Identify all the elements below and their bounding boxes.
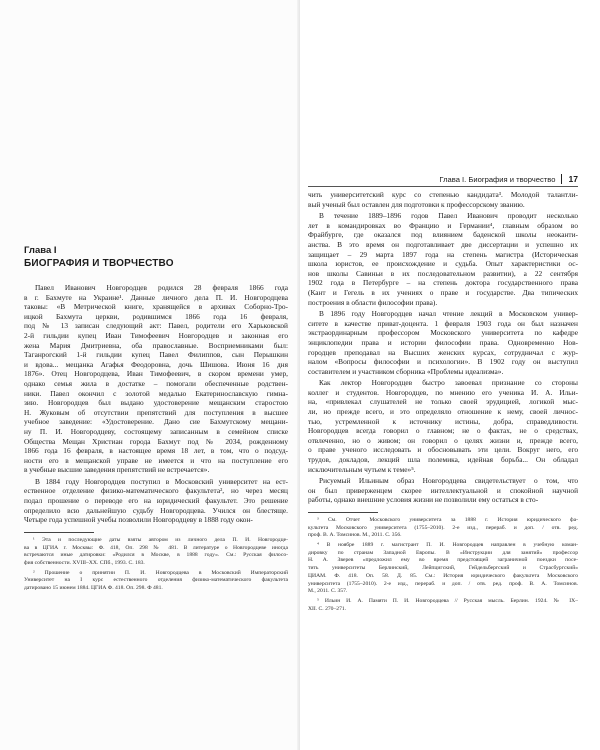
left-footnotes — [24, 537, 288, 593]
footnote-line: ⁴ В ноябре 1889 г. магистрант П. И. Новгородцев направлен в учебную коман- — [317, 542, 578, 549]
footnote-line: ² Прошение о принятии П. И. Новгородцева в Московский Императорский — [33, 569, 288, 576]
body-line: чить университетский курс со степенью кандидата³. Молодой талантли- — [308, 190, 578, 199]
body-line: работы, однако внешние условия жизни не позволили ему остаться в сто- — [308, 495, 539, 505]
body-line: энциклопедии права и истории философии права. Одновременно Нов- — [308, 337, 578, 347]
chapter-label: Глава I — [24, 245, 57, 256]
body-line: Таганрогский 1-й гильдии купец Павел Филиппов, сын Перышкин — [24, 350, 288, 360]
footnote-line: ⁵ Ильин И. А. Памяти П. И. Новгородцева // Русская мысль. Берлин. 1924. № IX– — [317, 597, 578, 604]
body-line: трудов, докладов, лекций шла полемика, идейная борьба... Он обладал — [308, 455, 578, 465]
right-text-column — [308, 190, 578, 613]
body-line: о праве ученого исследовать и обосновывать эти цели. Вокруг него, его — [308, 445, 578, 455]
running-head-rule — [308, 186, 578, 187]
body-line: ественное отделение физико-математического факультета², но через месяц — [24, 486, 288, 496]
body-line: тью, устремленной к источнику истины, добра, справедливости. — [308, 416, 578, 426]
body-line: таковы: «В Метрической книге, хранящейся в архивах Соборно-Тро- — [24, 302, 288, 312]
body-line: учебное заведение: «Удостоверение. Дано сие Бахмутскому мещани- — [24, 417, 288, 427]
body-line: ли, но прежде всего, и это определяло отношение к нему, своей личнос- — [308, 407, 578, 417]
left-text-column — [24, 283, 288, 593]
footnote-divider — [24, 532, 94, 533]
body-line: исключительным чутьем к теме»⁵. — [308, 464, 416, 474]
footnote-line: университета (1755–2010). 2-е изд., перераб. и доп. / отв. ред. проф. В. А. Томсинов. — [308, 580, 578, 587]
body-line: 1876». Отец Новгородцева, Иван Тимофеевич, в скором времени умер, — [24, 369, 288, 379]
footnote-line: XII. С. 270–271. — [308, 605, 347, 612]
footnote-line: ¹ Эта и последующие даты взяты автором из личного дела П. И. Новгородце- — [33, 536, 288, 543]
body-line: нов школы Савиньи в их последовательном развитии), а 22 сентября — [308, 268, 578, 278]
body-line: 1866 года 16 февраля, в настоящее время 18 лет, в том, что о подсуд- — [24, 446, 288, 456]
running-head-chapter: Глава I. Биография и творчество — [439, 174, 556, 184]
body-line: 2-й гильдии купец Иван Тимофеевич Новгородцев и законная его — [24, 330, 288, 340]
body-line: ники. Павел окончил с золотой медалью Екатеринославскую гимна- — [24, 388, 288, 398]
body-line: Четыре года успешной учебы позволили Новгородцеву в 1888 году окон- — [24, 515, 253, 525]
right-body-text — [308, 190, 578, 505]
body-line: вый ученый был оставлен для подготовки к профессорскому званию. — [308, 199, 525, 209]
footnote-line: Университет на I курс естественного отделения физико-математического факультета — [24, 577, 288, 584]
footnote-line: дировку по странам Западной Европы. В «Инструкции для занятий» профессор — [308, 549, 578, 556]
body-line: он был приверженцем скорее интеллектуальной и спокойной научной — [308, 485, 578, 495]
body-line: составителем и участником сборника «Проблемы идеализма». — [308, 366, 504, 376]
body-line: отвлеченно, но о живом; он говорил о целях жизни и, прежде всего, — [308, 435, 578, 445]
body-line: Фрайбурге, где оказался под влиянием баденской школы неоканти- — [308, 230, 578, 240]
body-line: Как лектор Новгородцев быстро завоевал признание со стороны — [319, 378, 578, 388]
body-line: ности его в мещанской управе не имеется и что на поступление его — [24, 455, 288, 465]
body-line: экстраординарным профессором Московского университета по кафедре — [308, 328, 578, 338]
footnote-line: культета Московского университета (1755–2010). 2-е изд., перераб. и доп. / отв. ред. — [308, 524, 578, 531]
body-line: однако семья жила в достатке – помогали обеспеченные родствен- — [24, 378, 288, 388]
footnote-line: ³ См. Отчет Московского университета за 1888 г. История юридического фа- — [317, 517, 578, 523]
body-line: ицкой Бахмута церкви, родившимся 1866 года 16 февраля, — [24, 311, 288, 321]
footnote-line: датировано 15 июнем 1884. ЦГИА Ф. 418. Оп. 298. Ф 481. — [24, 584, 163, 591]
footnote-line: ЦИАМ. Ф. 418. Оп. 58. Д. 85. См.: История юридического факультета Московского — [308, 572, 578, 579]
body-line: в учебные высшие заведения препятствий не встречается». — [24, 465, 210, 475]
page-number: 17 — [568, 174, 578, 184]
right-footnotes — [308, 517, 578, 613]
chapter-title: БИОГРАФИЯ И ТВОРЧЕСТВО — [24, 258, 174, 269]
running-head — [439, 174, 578, 184]
footnote-divider — [308, 512, 378, 513]
body-line: 1902 года в Петербурге – на степень доктора государственного права — [308, 278, 578, 288]
body-line: в г. Бахмуте на Украине¹. Данные личного дела П. И. Новгородцева — [24, 292, 288, 302]
body-line: построения в области философии права). — [308, 297, 438, 307]
body-line: коллег и студентов. Новгородцев, по мнению его ученика И. А. Ильи- — [308, 387, 578, 397]
body-line: В течение 1889–1896 годов Павел Иванович проводит несколько — [319, 211, 578, 221]
body-line: Новгородцев всегда говорил о главном; не о фактах, не о средствах, — [308, 426, 578, 436]
body-line: школа юристов, ее происхождение и судьба. Опыт характеристики ос- — [308, 259, 578, 269]
body-line: Павел Иванович Новгородцев родился 28 февраля 1866 года — [35, 283, 288, 292]
footnote-line: встречаются иные датировки: «Родился в Москве, в 1888 году». См.: Русская филосо- — [24, 552, 288, 559]
footnote-line: М., 2011. С. 357. — [308, 588, 348, 595]
body-line: городцев преподавал на Высших женских курсах, сотрудничал с жур- — [308, 347, 578, 357]
body-line: подал прошение о переводе его на юридический факультет. Это решение — [24, 496, 288, 506]
body-line: Общества Мещан Христиан города Бахмут под № 2034, рожденному — [24, 436, 288, 446]
body-line: под № 13 записан следующий акт: Павел, родители его Харьковской — [24, 321, 288, 331]
body-line: на, «привлекал слушателей не только своей эрудицией, логикой мыс- — [308, 397, 578, 407]
body-line: и вдова... мещанка Агафья Феодоровна, дочь Шишова. Июня 16 дня — [24, 359, 288, 369]
body-line: определило всю дальнейшую судьбу Новгородцева. Учился он блестяще. — [24, 505, 288, 515]
body-line: (Кант и Гегель в их учениях о праве и государстве. Два типических — [308, 287, 578, 297]
footnote-line: Н. А. Зверев «предложил ему во время предстоящей заграничной поездки посе- — [308, 557, 578, 564]
footnote-line: ва в ЦГИА г. Москвы: Ф. 418, Оп. 298 № 481. В литературе о Новгородцеве иногда — [24, 544, 288, 551]
left-body-text — [24, 283, 288, 525]
body-line: налом «Вопросы философии и психологии». В 1902 году он выступил — [308, 357, 578, 367]
body-line: ситете в качестве приват-доцента. 1 февраля 1903 года он был назначен — [308, 318, 578, 328]
body-line: лет в командировках во Францию и Германии⁴, главным образом во — [308, 220, 578, 230]
footnote-line: тить университеты Берлинский, Лейпцигский, Гейдельбергский и Страсбургский» — [308, 565, 578, 572]
body-line: ну П. И. Новгородцеву, состоящему записанным в семейном списке — [24, 426, 288, 436]
body-line: жена Мария Дмитриевна, оба православные. Восприемниками был: — [24, 340, 288, 350]
body-line: Н. Жуковым об отсутствии препятствий для поступления в высшее — [24, 407, 288, 417]
body-line: защищает – 29 марта 1897 года на степень магистра (Историческая — [308, 249, 578, 259]
footnote-line: фия собственности. XVIII–XX. СПб., 1993. С. 183. — [24, 559, 145, 566]
body-line: В 1884 году Новгородцев поступил в Московский университет на ест- — [35, 476, 288, 486]
body-line: Рисуемый Ильиным образ Новгородцева свидетельствует о том, что — [319, 476, 578, 486]
footnote-line: проф. В. А. Томсинов. М., 2011. С. 356. — [308, 532, 402, 539]
running-head-separator — [561, 174, 562, 184]
right-page — [300, 0, 600, 750]
body-line: В 1896 году Новгородцев начал чтение лекций в Московском универ- — [319, 309, 578, 319]
body-line: зию. Новгородцев был выдано удостоверение мещанским старостою — [24, 398, 288, 408]
body-line: анства. В это время он подготавливает две диссертации и успешно их — [308, 239, 578, 249]
